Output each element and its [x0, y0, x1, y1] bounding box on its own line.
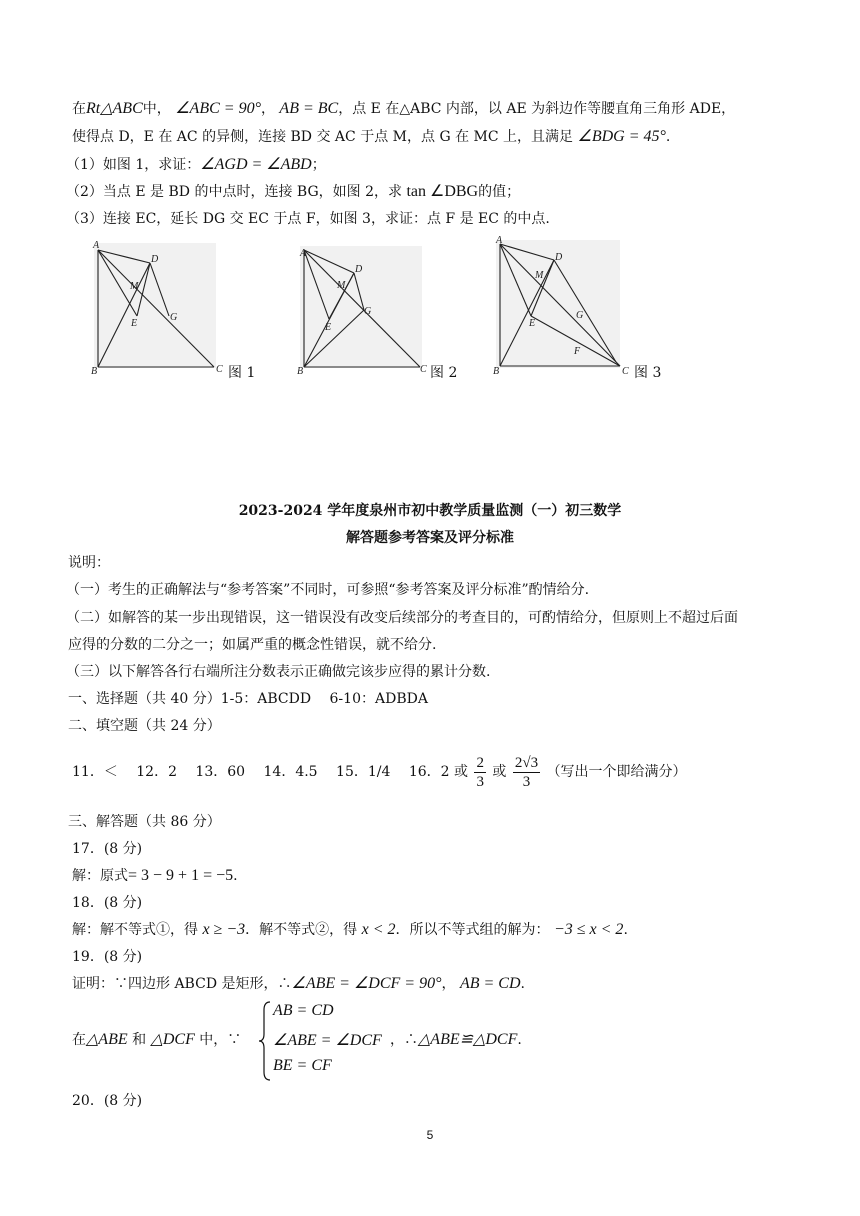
text: 的值； — [478, 184, 521, 200]
answers-subtitle: 解答题参考答案及评分标准 — [346, 530, 514, 546]
text: 使得点 D，E 在 AC 的异侧，连接 BD 交 AC 于点 M，点 G 在 MC 上，且满足 — [72, 129, 574, 145]
text: ； — [311, 157, 326, 173]
text: （2）当点 E 是 BD 的中点时，连接 BG，如图 2，求 — [66, 184, 402, 200]
text: 在 — [72, 1032, 86, 1048]
section-solve: 三、解答题（共 86 分） — [68, 814, 221, 830]
fig1-label-g: G — [170, 312, 178, 323]
math-tan: tan ∠DBG — [406, 183, 479, 200]
figure-1-caption: 图 1 — [228, 365, 256, 381]
math-q1: ∠AGD = ∠ABD — [200, 156, 312, 173]
fig1-label-m: M — [130, 281, 139, 292]
note-3: （三）以下解答各行右端所注分数表示正确做完该步应得的累计分数. — [66, 664, 491, 680]
math-triangle-dcf: △DCF — [150, 1031, 195, 1048]
fig3-label-d: D — [555, 252, 563, 263]
system-line-3: BE = CF — [273, 1057, 332, 1074]
text: . — [665, 129, 671, 145]
q18-header: 18．(8 分) — [72, 895, 143, 911]
text: ， — [260, 101, 275, 117]
math-angle-bdg: ∠BDG = 45° — [577, 128, 666, 145]
fig2-label-d: D — [355, 264, 363, 275]
fig2-label-g: G — [364, 306, 372, 317]
fig3-label-m: M — [535, 270, 544, 281]
text: 中， — [142, 101, 171, 117]
question-2 — [66, 182, 520, 202]
note-2b: 应得的分数的二分之一；如属严重的概念性错误，就不给分. — [68, 637, 437, 653]
math-congruence: △ABE≌△DCF — [418, 1031, 518, 1048]
q18-answer — [72, 920, 628, 940]
system-brace — [258, 1000, 272, 1082]
q17-header: 17．(8 分) — [72, 841, 143, 857]
text: （3）连接 EC，延长 DG 交 EC 于点 F，如图 3，求证：点 F 是 EC 的中点. — [66, 211, 550, 227]
page-number: 5 — [426, 1128, 434, 1142]
fig1-label-e: E — [131, 318, 138, 329]
math-rt-triangle: Rt△ABC — [86, 100, 143, 117]
text: 和 — [132, 1032, 147, 1048]
fig3-label-e: E — [529, 318, 536, 329]
text: （写出一个即给满分） — [546, 764, 687, 780]
fig1-label-b: B — [91, 366, 98, 377]
fraction-denominator: 3 — [476, 773, 484, 790]
section-fill: 二、填空题（共 24 分） — [68, 718, 221, 734]
fig1-label-d: D — [151, 254, 159, 265]
q20-header: 20．(8 分) — [72, 1093, 143, 1109]
math-x3: −3 ≤ x < 2 — [553, 921, 624, 938]
q17-answer — [72, 866, 238, 886]
fig2-label-m: M — [337, 280, 346, 291]
figure-2-caption: 图 2 — [430, 365, 458, 381]
section-choice: 一、选择题（共 40 分）1-5：ABCDD 6-10：ADBDA — [68, 691, 428, 707]
fig3-label-g: G — [576, 310, 584, 321]
text: ．解不等式②，得 — [245, 922, 358, 938]
note-1: （一）考生的正确解法与“参考答案”不同时，可参照“参考答案及评分标准”酌情给分. — [66, 582, 590, 598]
text: . — [517, 1032, 522, 1048]
figure-3 — [488, 232, 638, 378]
figure-3-caption: 图 3 — [634, 365, 662, 381]
text: ，∴ — [390, 1032, 418, 1048]
system-line-1: AB = CD — [273, 1002, 334, 1019]
fig1-label-c: C — [216, 364, 223, 375]
question-1 — [66, 155, 326, 175]
system-line-2: ∠ABE = ∠DCF — [273, 1032, 382, 1049]
fig2-label-b: B — [297, 366, 304, 377]
fig2-label-a: A — [300, 248, 307, 259]
fig3-label-f: F — [574, 346, 581, 357]
text: 解：原式 — [72, 868, 128, 884]
fill-answers — [72, 752, 687, 792]
fraction-2sqrt3-3 — [513, 754, 540, 791]
math-angle-abc: ∠ABC = 90° — [175, 100, 261, 117]
fig3-label-a: A — [496, 235, 503, 246]
math-x2: x < 2 — [361, 921, 396, 938]
text: 在 — [72, 101, 86, 117]
q19-answer-2 — [72, 1030, 241, 1050]
fig3-label-b: B — [493, 366, 500, 377]
math-ab-cd: AB = CD — [459, 975, 521, 992]
fraction-denominator: 3 — [522, 773, 531, 790]
text: ．所以不等式组的解为： — [395, 922, 550, 938]
math-angles: ∠ABE = ∠DCF = 90° — [291, 975, 442, 992]
problem-line-2 — [72, 127, 670, 147]
text: 解：解不等式①，得 — [72, 922, 198, 938]
fraction-numerator: 2 — [476, 754, 484, 771]
fig3-label-c: C — [622, 366, 629, 377]
text: . — [233, 868, 238, 884]
question-3 — [66, 209, 550, 229]
fraction-2-3 — [474, 754, 486, 791]
text: 或 — [492, 764, 507, 780]
math-ab-eq-bc: AB = BC — [279, 100, 339, 117]
figure-1 — [86, 238, 236, 378]
math-q17: = 3 − 9 + 1 = −5 — [128, 867, 234, 884]
fig2-label-e: E — [325, 322, 332, 333]
problem-line-1 — [72, 99, 735, 119]
q19-header: 19．(8 分) — [72, 949, 143, 965]
text: 中，∵ — [199, 1032, 242, 1048]
note-heading: 说明： — [68, 555, 110, 571]
text: . — [520, 976, 525, 992]
figure-2 — [292, 238, 442, 378]
fig2-label-c: C — [420, 364, 427, 375]
fig1-label-a: A — [93, 240, 100, 251]
fraction-numerator: 2√3 — [514, 754, 539, 771]
q19-conclusion — [390, 1030, 522, 1050]
math-triangle-abe: △ABE — [86, 1031, 128, 1048]
text: （1）如图 1，求证： — [66, 157, 201, 173]
text: . — [623, 922, 628, 938]
text: ， — [441, 976, 456, 992]
text: ，点 E 在△ABC 内部，以 AE 为斜边作等腰直角三角形 ADE， — [338, 101, 736, 117]
q19-answer-1 — [72, 974, 525, 994]
fill-answers-text: 11．＜ 12．2 13．60 14．4.5 15．1/4 16．2 或 — [72, 764, 469, 780]
text: 证明：∵四边形 ABCD 是矩形，∴ — [72, 976, 292, 992]
math-x1: x ≥ −3 — [202, 921, 246, 938]
answers-title: 2023-2024 学年度泉州市初中教学质量监测（一）初三数学 — [238, 503, 622, 519]
note-2a: （二）如解答的某一步出现错误，这一错误没有改变后续部分的考查目的，可酌情给分，但原则上不超过后面 — [66, 610, 738, 626]
